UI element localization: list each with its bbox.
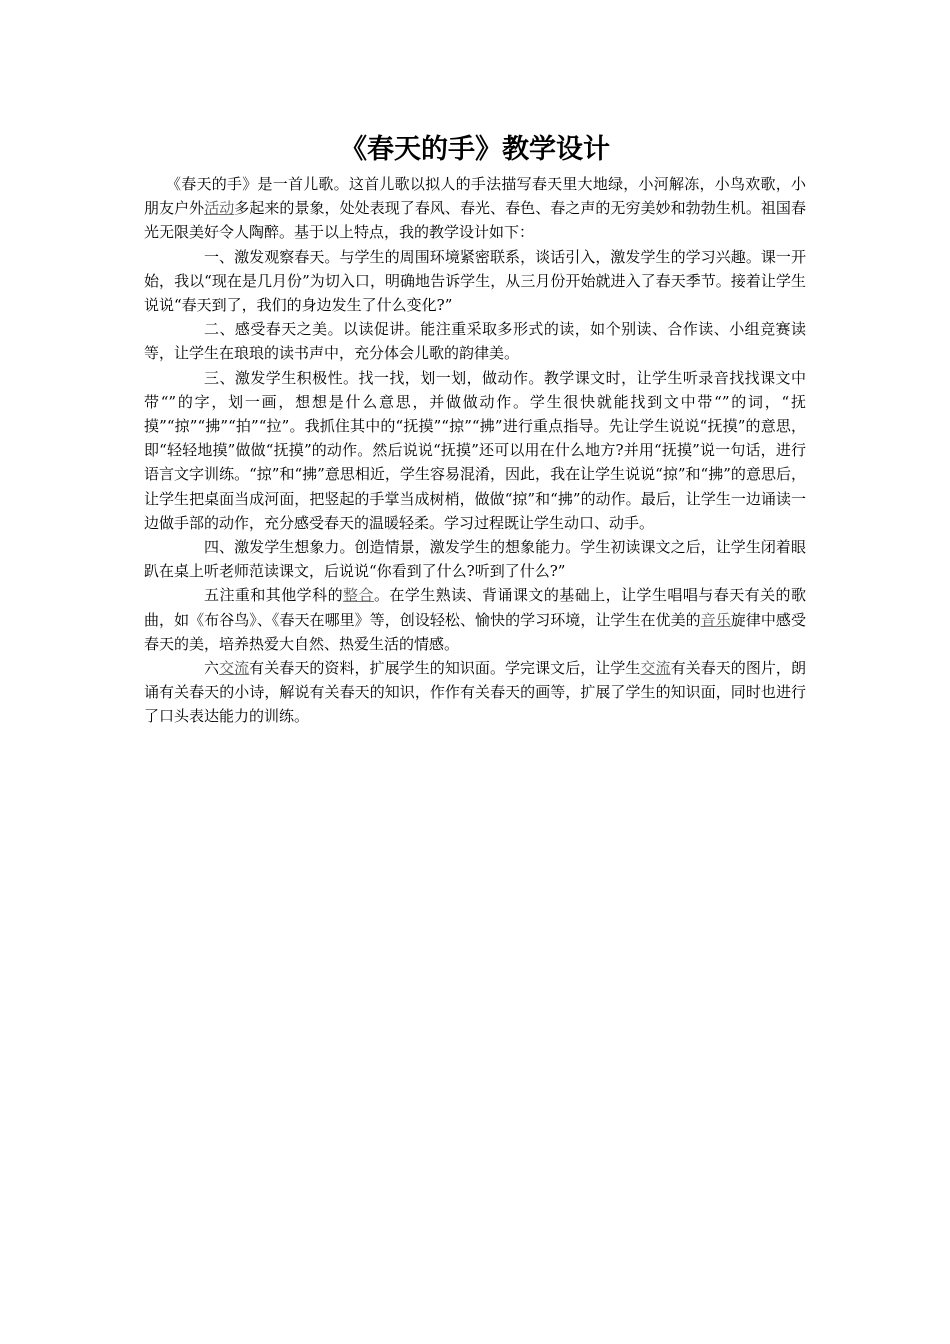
section-5-text-a: 五注重和其他学科的 bbox=[204, 586, 344, 605]
section-5-paragraph bbox=[144, 583, 806, 656]
intro-paragraph bbox=[144, 172, 806, 245]
intro-text-a: 《春天的手》是一首儿歌。这首儿歌以拟人的手法描写春天里大地绿，小河解冻，小鸟欢歌，小朋友户外 bbox=[144, 175, 806, 218]
section-4-paragraph: 四、激发学生想象力。创造情景，激发学生的想象能力。学生初读课文之后，让学生闭着眼趴在桌上听老师范读课文，后说说“你看到了什么?听到了什么?” bbox=[144, 538, 806, 581]
document-title: 《春天的手》教学设计 bbox=[340, 134, 610, 165]
section-2-paragraph: 二、感受春天之美。以读促讲。能注重采取多形式的读，如个别读、合作读、小组竞赛读等，让学生在琅琅的读书声中，充分体会儿歌的韵律美。 bbox=[144, 320, 806, 363]
section-6-text-a: 六 bbox=[204, 659, 220, 678]
section-5-text-c: 旋律中感受春天的美，培养热爱大自然、热爱生活的情感。 bbox=[144, 610, 806, 653]
link-activity[interactable]: 活动 bbox=[204, 199, 235, 218]
document-page bbox=[144, 130, 806, 729]
link-exchange-1[interactable]: 交流 bbox=[219, 659, 250, 678]
link-integration[interactable]: 整合 bbox=[343, 586, 374, 605]
link-exchange-2[interactable]: 交流 bbox=[640, 659, 671, 678]
link-music[interactable]: 音乐 bbox=[700, 610, 731, 629]
section-6-paragraph bbox=[144, 656, 806, 729]
section-6-text-b: 有关春天的资料，扩展学生的知识面。学完课文后，让学生 bbox=[249, 659, 641, 678]
section-6-text-c: 有关春天的图片，朗诵有关春天的小诗，解说有关春天的知识，作作有关春天的画等，扩展了学生的知识面，同时也进行了口头表达能力的训练。 bbox=[144, 659, 806, 726]
intro-text-b: 多起来的景象，处处表现了春风、春光、春色、春之声的无穷美妙和勃勃生机。祖国春光无限美好令人陶醉。基于以上特点，我的教学设计如下： bbox=[144, 199, 806, 242]
section-5-text-b: 。在学生熟读、背诵课文的基础上，让学生唱唱与春天有关的歌曲，如《布谷鸟》、《春天在哪里》等，创设轻松、愉快的学习环境，让学生在优美的 bbox=[144, 586, 806, 629]
section-1-paragraph: 一、激发观察春天。与学生的周围环境紧密联系，谈话引入，激发学生的学习兴趣。课一开始，我以“现在是几月份”为切入口，明确地告诉学生，从三月份开始就进入了春天季节。接着让学生说说“春天到了，我们的身边发生了什么变化?” bbox=[144, 247, 806, 315]
section-3-paragraph: 三、激发学生积极性。找一找，划一划，做动作。教学课文时，让学生听录音找找课文中带“”的字，划一画，想想是什么意思，并做做动作。学生很快就能找到文中带“”的词，“抚摸”“掠”“拂”“拍”“拉”。我抓住其中的“抚摸”“掠”“拂”进行重点指导。先让学生说说“抚摸”的意思，即“轻轻地摸”做做“抚摸”的动作。然后说说“抚摸”还可以用在什么地方?并用“抚摸”说一句话，进行语言文字训练。“掠”和“拂”意思相近，学生容易混淆，因此，我在让学生说说“掠”和“拂”的意思后，让学生把桌面当成河面，把竖起的手掌当成树梢，做做“掠”和“拂”的动作。最后，让学生一边诵读一边做手部的动作，充分感受春天的温暖轻柔。学习过程既让学生动口、动手。 bbox=[144, 368, 806, 532]
